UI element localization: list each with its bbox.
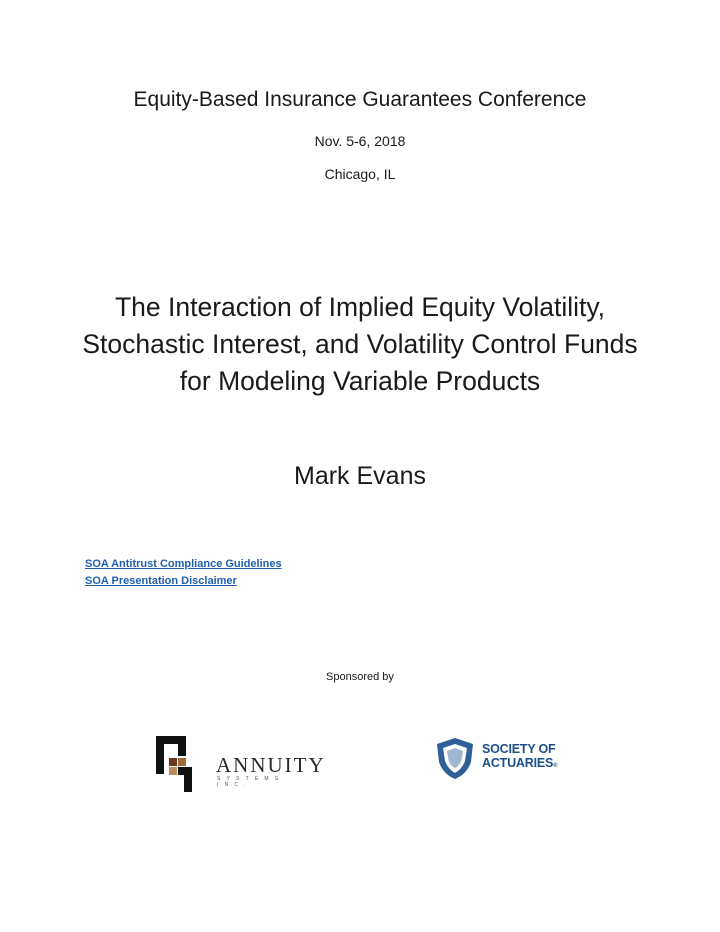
annuity-logo-subtext: SYSTEMS INC.: [217, 776, 285, 788]
annuity-systems-logo: [156, 736, 326, 792]
conference-title: Equity-Based Insurance Guarantees Conference: [133, 88, 587, 111]
presentation-title: [0, 289, 720, 400]
presentation-title-line: Stochastic Interest, and Volatility Control Funds: [82, 329, 638, 359]
soa-logo-line: SOCIETY OF: [482, 742, 556, 756]
society-of-actuaries-logo: [433, 736, 573, 780]
presentation-title-line: The Interaction of Implied Equity Volatility,: [114, 292, 605, 322]
conference-location: Chicago, IL: [324, 166, 396, 182]
sponsored-by-label: Sponsored by: [326, 671, 394, 683]
annuity-mark-icon: [156, 736, 212, 792]
conference-date: Nov. 5-6, 2018: [314, 133, 406, 149]
soa-logo-wordmark: [482, 742, 557, 773]
author-name: Mark Evans: [294, 462, 426, 490]
antitrust-guidelines-link[interactable]: SOA Antitrust Compliance Guidelines: [85, 558, 282, 570]
soa-shield-icon: [433, 736, 477, 780]
registered-mark: ®: [553, 763, 558, 769]
annuity-logo-wordmark: ANNUITY: [216, 753, 326, 777]
soa-logo-line: [482, 756, 557, 773]
presentation-disclaimer-link[interactable]: SOA Presentation Disclaimer: [85, 575, 237, 587]
presentation-title-line: for Modeling Variable Products: [179, 366, 541, 396]
soa-logo-line-text: ACTUARIES: [482, 756, 554, 770]
